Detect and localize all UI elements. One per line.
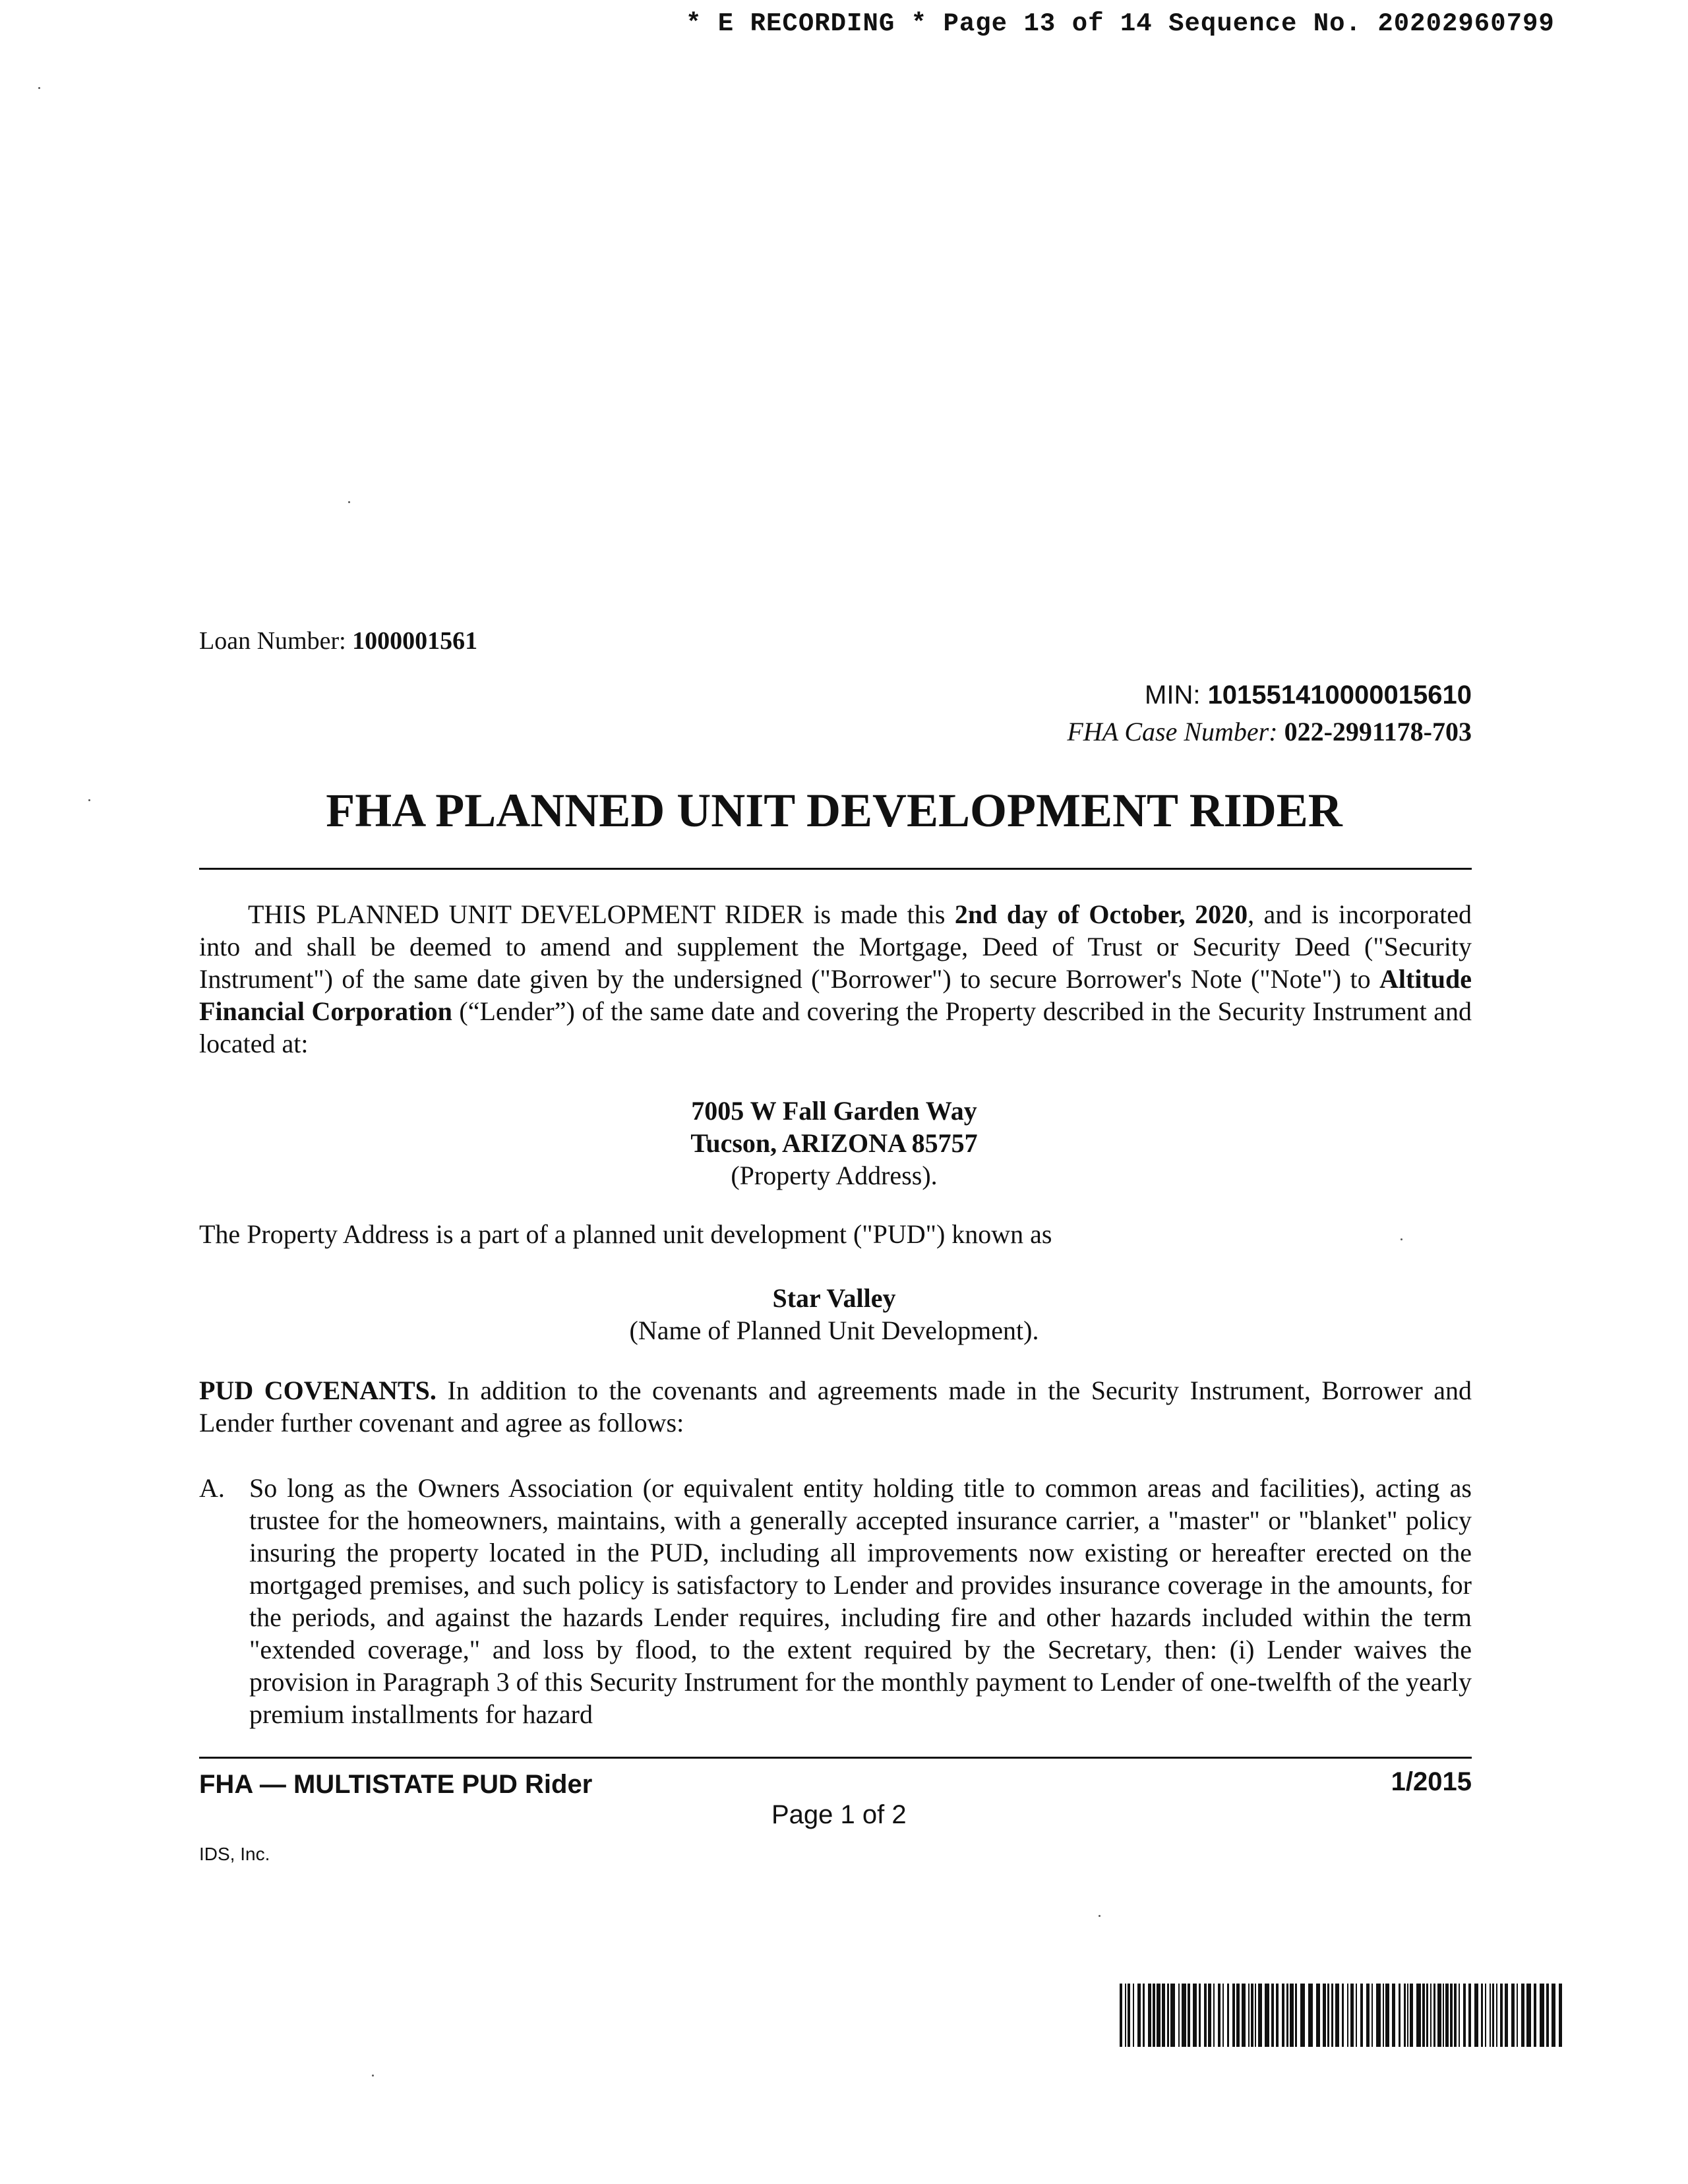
barcode-bar [1383, 1984, 1384, 2047]
item-text: So long as the Owners Association (or equivalent entity holding title to common areas and facilities), acting as trustee for the homeowners, maintains, with a generally accepted insurance carrier, a "master" or "blanket" policy insuring the property located in the PUD, including all improvements now existing or hereafter erected on the mortgaged premises, and such policy is satisfactory to Lender and provides insurance coverage in the amounts, for the periods, and against the hazards Lender requires, including fire and other hazards included within the term "extended coverage," and loss by flood, to the extent required by the Secretary, then: (i) Lender waives the provision in Paragraph 3 of this Security Instrument for the monthly payment to Lender of one-twelfth of the yearly premium installments for hazard [249, 1473, 1472, 1729]
scan-speck [1099, 1915, 1100, 1917]
barcode-bar [1208, 1984, 1211, 2047]
barcode-bar [1199, 1984, 1201, 2047]
barcode-bar [1454, 1984, 1457, 2047]
fha-case-label: FHA Case Number: [1067, 717, 1278, 746]
barcode-bar [1286, 1984, 1288, 2047]
barcode-bar [1426, 1984, 1428, 2047]
property-address-block [198, 1095, 1470, 1192]
barcode-bar [1204, 1984, 1207, 2047]
loan-number-value: 1000001561 [352, 627, 478, 655]
fha-case-value: 022-2991178-703 [1284, 717, 1472, 746]
barcode-bar [1255, 1984, 1256, 2047]
pud-known-as: The Property Address is a part of a planned unit development ("PUD") known as [199, 1219, 1052, 1249]
barcode-bar [1350, 1984, 1354, 2047]
pud-name: Star Valley [772, 1283, 896, 1313]
barcode-bar [1407, 1984, 1408, 2047]
lender-name: Altitude Financial Corporation [199, 964, 1472, 1026]
barcode-bar [1232, 1984, 1235, 2047]
rider-date: 2nd day of October, 2020 [954, 899, 1248, 929]
barcode-bar [1157, 1984, 1160, 2047]
barcode-bar [1335, 1984, 1339, 2047]
barcode-bar [1552, 1984, 1555, 2047]
min-line [1145, 681, 1472, 710]
barcode-bar [1265, 1984, 1269, 2047]
barcode-bar [1392, 1984, 1395, 2047]
barcode-bar [1526, 1984, 1531, 2047]
barcode-bar [1474, 1984, 1478, 2047]
barcode-bar [1416, 1984, 1421, 2047]
barcode-bar [1188, 1984, 1190, 2047]
barcode-bar [1213, 1984, 1215, 2047]
barcode-bar [1430, 1984, 1432, 2047]
barcode-bar [1342, 1984, 1344, 2047]
barcode-bar [1481, 1984, 1483, 2047]
barcode-bar [1445, 1984, 1449, 2047]
barcode-bar [1546, 1984, 1549, 2047]
barcode-bar [1271, 1984, 1274, 2047]
barcode-bar [1331, 1984, 1333, 2047]
barcode-bar [1496, 1984, 1497, 2047]
barcode-bar [1193, 1984, 1197, 2047]
barcode-bar [1517, 1984, 1518, 2047]
barcode-bar [1372, 1984, 1373, 2047]
covenants-heading: PUD COVENANTS. [199, 1376, 437, 1405]
barcode-bar [1327, 1984, 1329, 2047]
barcode-bar [1290, 1984, 1294, 2047]
barcode-bar [1463, 1984, 1466, 2047]
barcode-bar [1459, 1984, 1460, 2047]
barcode-bar [1356, 1984, 1357, 2047]
barcode-bar [1492, 1984, 1494, 2047]
barcode-bar [1505, 1984, 1508, 2047]
barcode-bar [1167, 1984, 1169, 2047]
barcode-bar [1540, 1984, 1544, 2047]
intro-text-3: (“Lender”) of the same date and covering the Property described in the Security Instrument and located at: [199, 996, 1472, 1058]
barcode-bar [1251, 1984, 1253, 2047]
barcode-bar [1133, 1984, 1134, 2047]
form-name: FHA — MULTISTATE PUD Rider [199, 1770, 593, 1799]
barcode-bar [1450, 1984, 1453, 2047]
pud-name-caption: (Name of Planned Unit Development). [629, 1316, 1039, 1345]
property-address-caption: (Property Address). [731, 1161, 938, 1190]
barcode [1120, 1984, 1568, 2047]
barcode-bar [1468, 1984, 1471, 2047]
barcode-bar [1178, 1984, 1180, 2047]
intro-paragraph [199, 898, 1472, 1060]
page-number: Page 1 of 2 [771, 1800, 907, 1829]
scan-speck [348, 501, 350, 503]
barcode-bar [1137, 1984, 1141, 2047]
barcode-bar [1323, 1984, 1326, 2047]
footer-divider [199, 1757, 1472, 1759]
loan-number-line [199, 626, 477, 655]
covenants-text: In addition to the covenants and agreements made in the Security Instrument, Borrower and Lender further covenant and agree as follows: [199, 1376, 1472, 1438]
barcode-bar [1143, 1984, 1145, 2047]
barcode-bar [1521, 1984, 1524, 2047]
barcode-bar [1162, 1984, 1165, 2047]
barcode-bar [1170, 1984, 1175, 2047]
barcode-bar [1404, 1984, 1406, 2047]
barcode-bar [1399, 1984, 1401, 2047]
barcode-bar [1366, 1984, 1370, 2047]
recording-stamp: * E RECORDING * Page 13 of 14 Sequence No. 20202960799 [686, 9, 1555, 38]
barcode-bar [1295, 1984, 1297, 2047]
min-value: 101551410000015610 [1207, 681, 1472, 710]
barcode-bar [1148, 1984, 1151, 2047]
barcode-bar [1222, 1984, 1224, 2047]
barcode-bar [1534, 1984, 1536, 2047]
barcode-bar [1500, 1984, 1503, 2047]
barcode-bar [1153, 1984, 1155, 2047]
pud-covenants-paragraph [199, 1374, 1472, 1439]
barcode-bar [1437, 1984, 1441, 2047]
scan-speck [372, 2075, 374, 2077]
barcode-bar [1128, 1984, 1130, 2047]
barcode-bar [1182, 1984, 1186, 2047]
barcode-bar [1433, 1984, 1435, 2047]
loan-number-label: Loan Number: [199, 627, 353, 655]
barcode-bar [1218, 1984, 1221, 2047]
barcode-bar [1559, 1984, 1562, 2047]
barcode-bar [1316, 1984, 1320, 2047]
scan-speck [1401, 1238, 1402, 1240]
barcode-bar [1410, 1984, 1413, 2047]
barcode-bar [1300, 1984, 1305, 2047]
barcode-bar [1308, 1984, 1313, 2047]
vendor-name: IDS, Inc. [199, 1844, 270, 1864]
barcode-bar [1385, 1984, 1389, 2047]
fha-case-line [1067, 716, 1472, 747]
barcode-bar [1347, 1984, 1348, 2047]
property-city-state-zip: Tucson, ARIZONA 85757 [690, 1128, 978, 1158]
form-date: 1/2015 [1391, 1767, 1472, 1796]
barcode-bar [1276, 1984, 1279, 2047]
document-title: FHA PLANNED UNIT DEVELOPMENT RIDER [326, 784, 1342, 837]
barcode-bar [1490, 1984, 1491, 2047]
barcode-bar [1360, 1984, 1363, 2047]
scan-speck [38, 87, 40, 89]
barcode-bar [1120, 1984, 1122, 2047]
barcode-bar [1376, 1984, 1381, 2047]
barcode-bar [1227, 1984, 1229, 2047]
title-divider [199, 868, 1472, 870]
barcode-bar [1422, 1984, 1425, 2047]
intro-text-1: THIS PLANNED UNIT DEVELOPMENT RIDER is made this [248, 899, 955, 929]
barcode-bar [1511, 1984, 1515, 2047]
barcode-bar [1125, 1984, 1126, 2047]
barcode-bar [1248, 1984, 1250, 2047]
covenant-item-a [199, 1472, 1472, 1730]
intro-text-2: , and is incorporated into and shall be deemed to amend and supplement the Mortgage, Deed of Trust or Security Deed ("Security Instrument") of the same date given by the undersigned ("Borrower") to secure Borrower's Note ("Note") to [199, 899, 1472, 994]
min-label: MIN: [1145, 681, 1208, 710]
barcode-bar [1443, 1984, 1444, 2047]
scan-speck [88, 799, 90, 801]
property-street: 7005 W Fall Garden Way [691, 1096, 977, 1126]
barcode-bar [1282, 1984, 1284, 2047]
pud-name-block [198, 1282, 1470, 1347]
barcode-bar [1242, 1984, 1246, 2047]
barcode-bar [1258, 1984, 1262, 2047]
barcode-bar [1236, 1984, 1240, 2047]
item-letter: A. [199, 1473, 225, 1503]
barcode-bar [1485, 1984, 1486, 2047]
